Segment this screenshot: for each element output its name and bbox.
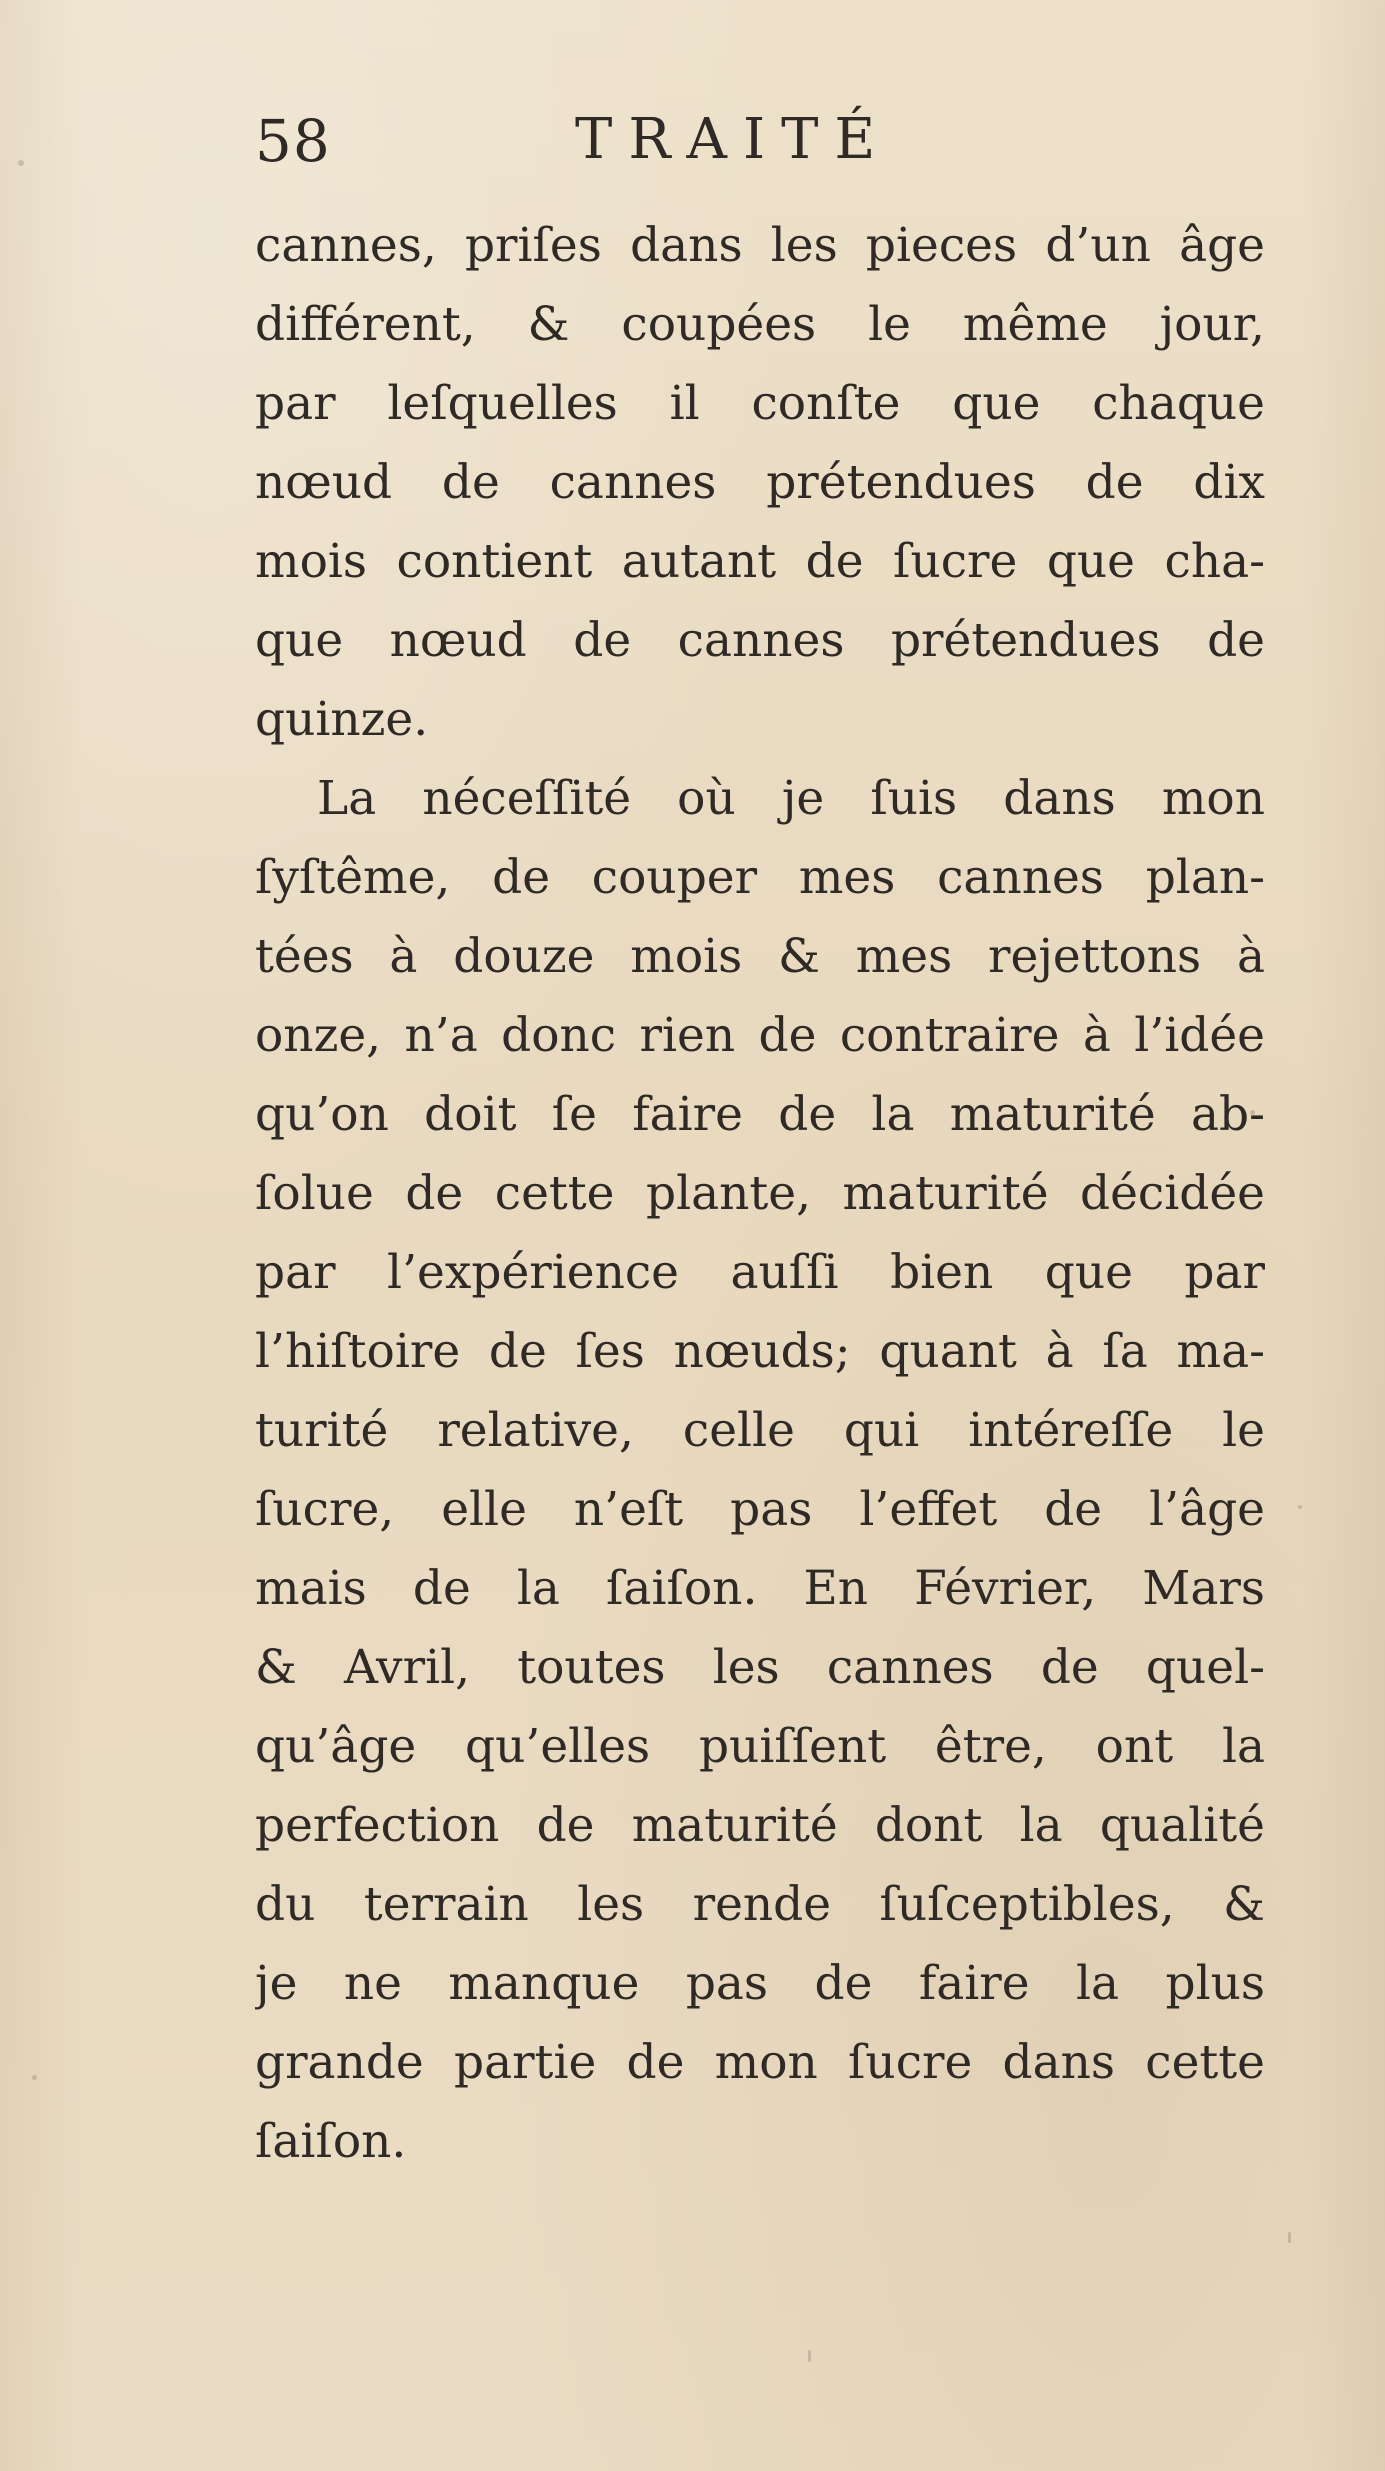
text-line: que nœud de cannes prétendues de (255, 613, 1265, 668)
page-number: 58 (255, 107, 331, 175)
text-line: qu’âge qu’elles puiſſent être, ont la (255, 1719, 1265, 1774)
text-line: perfection de maturité dont la qualité (255, 1798, 1265, 1853)
text-line: tées à douze mois & mes rejettons à (255, 929, 1265, 984)
text-line: ſyſtême, de couper mes cannes plan- (255, 850, 1265, 905)
text-line: mois contient autant de ſucre que cha- (255, 534, 1265, 589)
text-line: onze, n’a donc rien de contraire à l’idée (255, 1008, 1265, 1063)
text-line: grande partie de mon ſucre dans cette (255, 2035, 1265, 2090)
paper-speck (1298, 1505, 1302, 1509)
text-line: cannes, priſes dans les pieces d’un âge (255, 218, 1265, 273)
text-line: ſucre, elle n’eſt pas l’effet de l’âge (255, 1482, 1265, 1537)
text-line: ſaiſon. (255, 2114, 407, 2169)
text-line: qu’on doit ſe faire de la maturité ab- (255, 1087, 1265, 1142)
text-line: du terrain les rende ſuſceptibles, & (255, 1877, 1265, 1932)
paper-speck (1250, 1110, 1255, 1115)
page-header (255, 107, 1115, 202)
text-line: je ne manque pas de faire la plus (255, 1956, 1265, 2011)
text-line: & Avril, toutes les cannes de quel- (255, 1640, 1265, 1695)
text-line: turité relative, celle qui intéreſſe le (255, 1403, 1265, 1458)
text-line: nœud de cannes prétendues de dix (255, 455, 1265, 510)
paper-speck (32, 2075, 37, 2080)
text-line: par l’expérience auſſi bien que par (255, 1245, 1265, 1300)
text-line: l’hiſtoire de ſes nœuds; quant à ſa ma- (255, 1324, 1265, 1379)
text-line: quinze. (255, 692, 429, 747)
text-line: mais de la ſaiſon. En Février, Mars (255, 1561, 1265, 1616)
paper-speck (808, 2350, 811, 2362)
text-line: ſolue de cette plante, maturité décidée (255, 1166, 1265, 1221)
paper-speck (1288, 2232, 1291, 2243)
text-line: différent, & coupées le même jour, (255, 297, 1265, 352)
text-line: par leſquelles il conſte que chaque (255, 376, 1265, 431)
paragraph-first-line: La néceſſité où je ſuis dans mon (317, 771, 1265, 826)
paper-speck (18, 160, 24, 166)
running-title: TRAITÉ (575, 107, 892, 172)
body-text (255, 206, 1265, 2181)
